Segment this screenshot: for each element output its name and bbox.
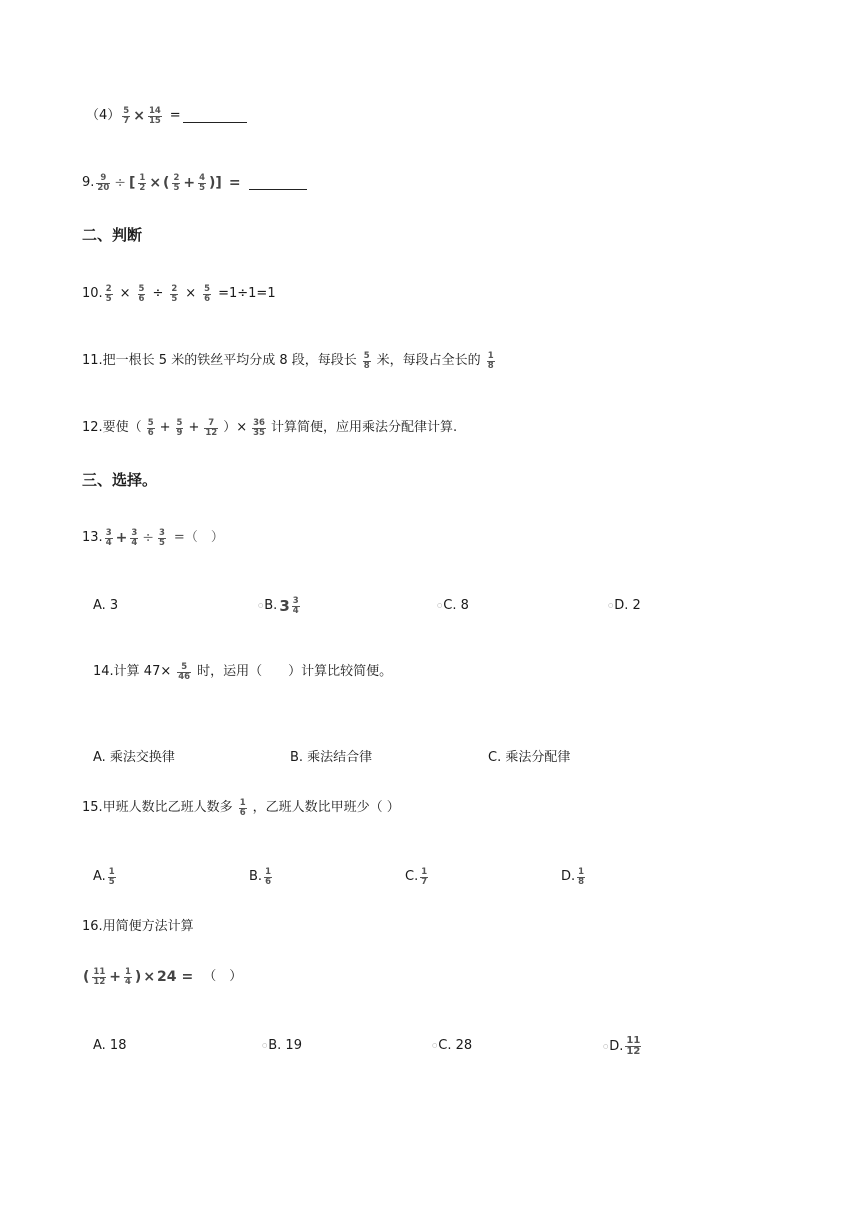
operator: × [133,108,145,124]
question-text: 时，运用（ ）计算比较简便。 [197,664,393,679]
operator: × [143,969,156,985]
operator: + [159,420,171,435]
question-15 [82,798,400,818]
mixed-whole: 3 [279,597,290,615]
operator: + [109,969,121,985]
fraction: $\frac{1}{6}$ [239,797,246,818]
question-16: 16.用简便方法计算 [82,919,194,934]
question-16-expression [82,967,242,987]
fraction: $\frac{3}{4}$ [105,527,112,548]
answer-paren: （ ） [203,969,243,984]
option-prefix: A. [93,869,106,884]
option-a[interactable]: A. 3 [93,598,119,613]
option-a[interactable]: A. 乘法交换律 [93,750,175,765]
fraction: $\frac{1}{7}$ [421,866,428,887]
fraction: $\frac{2}{5}$ [105,283,112,304]
question-12 [82,418,457,438]
option-prefix: B. [264,598,278,613]
option-prefix: D. [561,869,576,884]
equals: = [169,108,181,123]
question-11 [82,351,501,371]
fraction: $\frac{5}{6}$ [138,283,145,304]
section-title: 三、选择。 [82,471,158,489]
fraction: $\frac{5}{6}$ [204,283,211,304]
operator: × [119,286,131,301]
fraction: $\frac{5}{8}$ [363,350,370,371]
question-number: 13. [82,530,103,545]
bullet-icon: ○ [608,602,614,609]
question-10 [82,284,276,304]
fraction: $\frac{11}{12}$ [93,966,106,987]
option-c[interactable]: C. 乘法分配律 [488,750,571,765]
fraction: $\frac{3}{4}$ [292,595,299,616]
fraction: $\frac{5}{46}$ [178,661,191,682]
option-c[interactable] [405,867,430,887]
fraction: $\frac{9}{20}$ [97,172,110,193]
fraction: $\frac{2}{5}$ [171,283,178,304]
question-text: 11.把一根长 5 米的铁丝平均分成 8 段，每段长 [82,353,357,368]
bracket: ( [83,969,90,985]
option-prefix: B. [249,869,263,884]
section-title: 二、判断 [82,226,143,244]
option-a[interactable]: A. 18 [93,1038,127,1053]
fraction: $\frac{3}{4}$ [131,527,138,548]
answer-blank[interactable] [249,177,307,190]
fraction: $\frac{14}{15}$ [148,105,161,126]
operator: + [183,175,196,191]
fraction: $\frac{5}{9}$ [176,417,183,438]
operator: ÷ [142,530,154,546]
fraction: $\frac{1}{8}$ [578,866,585,887]
option-b[interactable] [258,596,302,616]
fraction: $\frac{7}{12}$ [205,417,218,438]
fraction: $\frac{1}{5}$ [108,866,115,887]
question-text: 14.计算 47× [93,664,172,679]
question-text: 12.要使（ [82,420,142,435]
option-label: C. 8 [443,598,469,613]
question-13 [82,528,224,548]
question-text: 计算简便，应用乘法分配律计算. [270,420,458,435]
option-d[interactable] [608,596,641,616]
bullet-icon: ○ [437,602,443,609]
operator: ÷ [152,286,164,301]
bullet-icon: ○ [603,1042,609,1050]
equation-tail: =1÷1=1 [218,286,276,301]
fraction: $\frac{1}{4}$ [124,966,131,987]
operator: ÷ [114,175,126,191]
equals-paren: =（ ） [173,530,224,545]
question-9 [82,173,307,193]
option-b[interactable] [262,1036,302,1056]
option-prefix: C. [405,869,419,884]
question-prefix: （4） [86,108,121,123]
fraction: $\frac{1}{8}$ [487,350,494,371]
fraction: $\frac{1}{6}$ [265,866,271,887]
equals: = [181,969,194,985]
operator: + [188,420,200,435]
fraction: $\frac{3}{5}$ [159,527,165,548]
question-number: 10. [82,286,103,301]
bracket: ) [134,969,142,985]
question-text: 15.甲班人数比乙班人数多 [82,800,233,815]
bullet-icon: ○ [262,1042,268,1049]
option-label: D. 2 [614,598,641,613]
option-prefix: D. [609,1038,624,1054]
answer-blank[interactable] [183,110,247,123]
question-14 [93,662,392,682]
bracket: ( [163,175,170,191]
fraction: $\frac{11}{12}$ [626,1035,641,1057]
question-text: 米，每段占全长的 [376,353,481,368]
operator: × [185,286,197,301]
bracket: [ [128,175,136,191]
bracket: )] [209,175,222,191]
operator: + [115,530,128,546]
operator: × [149,175,162,191]
equals: = [228,175,241,191]
fraction: $\frac{36}{35}$ [253,417,265,438]
option-b[interactable] [249,867,274,887]
fraction: $\frac{5}{6}$ [147,417,154,438]
option-label: B. 19 [268,1038,302,1053]
option-c[interactable] [432,1036,472,1056]
option-a[interactable] [93,867,118,887]
option-label: C. 28 [438,1038,473,1053]
question-text: ）× [223,420,248,435]
bullet-icon: ○ [258,602,264,609]
fraction: $\frac{5}{7}$ [123,105,130,126]
question-text: ，乙班人数比甲班少（ ） [252,800,400,815]
option-d[interactable] [603,1036,643,1057]
question-8-part-4 [86,106,247,126]
fraction: $\frac{1}{2}$ [139,172,146,193]
fraction: $\frac{4}{5}$ [199,172,206,193]
option-d[interactable] [561,867,587,887]
bullet-icon: ○ [432,1042,438,1049]
question-number: 9. [82,175,95,190]
number: 24 [157,969,177,985]
fraction: $\frac{2}{5}$ [173,172,180,193]
option-b[interactable]: B. 乘法结合律 [290,750,373,765]
option-c[interactable] [437,596,469,616]
